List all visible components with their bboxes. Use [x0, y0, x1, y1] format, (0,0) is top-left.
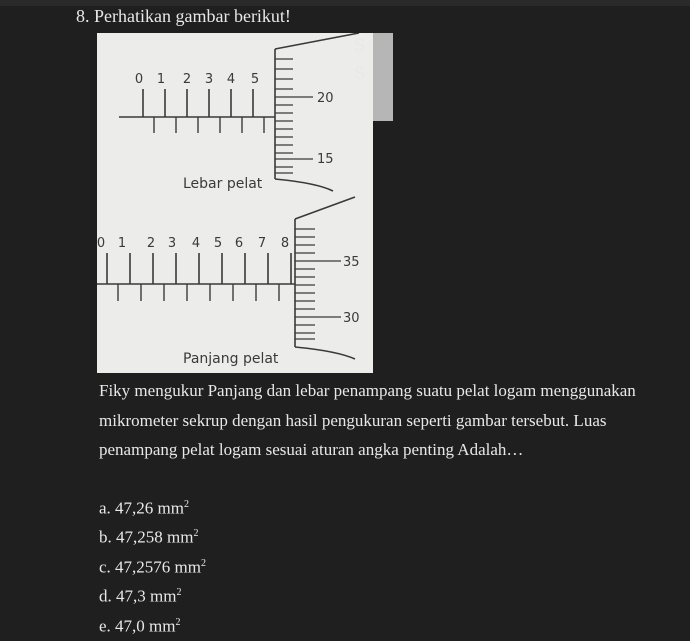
top-scale-num-5: 5 [250, 72, 260, 87]
side-marks [352, 33, 372, 93]
bottom-scale-num-3: 3 [167, 236, 177, 251]
micrometer-figure [97, 33, 373, 373]
bottom-scale-num-8: 8 [280, 236, 290, 251]
option-value: 47,258 mm [116, 528, 194, 548]
question-title [76, 6, 291, 27]
side-paper-strip [373, 33, 393, 121]
bottom-scale-num-2: 2 [146, 236, 156, 251]
side-mark-2: S [354, 64, 366, 84]
option-letter: a. [99, 498, 111, 518]
bottom-thimble-num-35: 35 [343, 255, 360, 270]
question-number: 8. [76, 6, 90, 26]
answer-options [99, 490, 206, 637]
option-exponent: 2 [184, 499, 189, 510]
option-b[interactable] [99, 519, 206, 548]
option-value: 47,2576 mm [115, 557, 201, 577]
option-a[interactable] [99, 490, 206, 519]
option-exponent: 2 [176, 587, 182, 599]
option-letter: d. [99, 586, 112, 606]
top-scale-num-3: 3 [204, 72, 214, 87]
top-scale-num-0: 0 [134, 72, 144, 87]
option-exponent: 2 [175, 616, 181, 628]
option-letter: e. [99, 616, 111, 636]
bottom-scale-num-0: 0 [97, 236, 106, 251]
option-value: 47,26 mm [115, 498, 184, 518]
option-exponent: 2 [193, 528, 199, 540]
option-c[interactable] [99, 549, 206, 578]
top-scale-num-1: 1 [156, 72, 166, 87]
top-scale-num-4: 4 [226, 72, 236, 87]
option-exponent: 2 [201, 557, 206, 569]
option-letter: c. [99, 557, 111, 577]
option-value: 47,3 mm [116, 586, 177, 606]
micrometer-illustration [97, 33, 373, 373]
top-scale-num-2: 2 [182, 72, 192, 87]
bottom-thimble-num-30: 30 [343, 311, 360, 326]
bottom-scale-num-6: 6 [234, 236, 244, 251]
option-d[interactable] [99, 578, 206, 607]
question-heading: Perhatikan gambar berikut! [94, 6, 291, 26]
bottom-scale-num-5: 5 [213, 236, 223, 251]
top-label: Lebar pelat [183, 176, 263, 192]
bottom-label: Panjang pelat [183, 351, 279, 367]
bottom-scale-num-1: 1 [117, 236, 127, 251]
top-thimble-num-15: 15 [317, 152, 334, 167]
side-mark-1: S [354, 36, 366, 56]
option-letter: b. [99, 528, 112, 548]
bottom-scale-num-4: 4 [191, 236, 201, 251]
bottom-scale-num-7: 7 [257, 236, 267, 251]
question-text: Fiky mengukur Panjang dan lebar penampang suatu pelat logam menggunakan mikrometer sekrup dengan hasil pengukuran seperti gambar tersebut. Luas penampang pelat logam sesuai aturan angka penting Adalah… [99, 381, 636, 459]
option-value: 47,0 mm [115, 616, 176, 636]
top-thimble-num-20: 20 [317, 91, 334, 106]
